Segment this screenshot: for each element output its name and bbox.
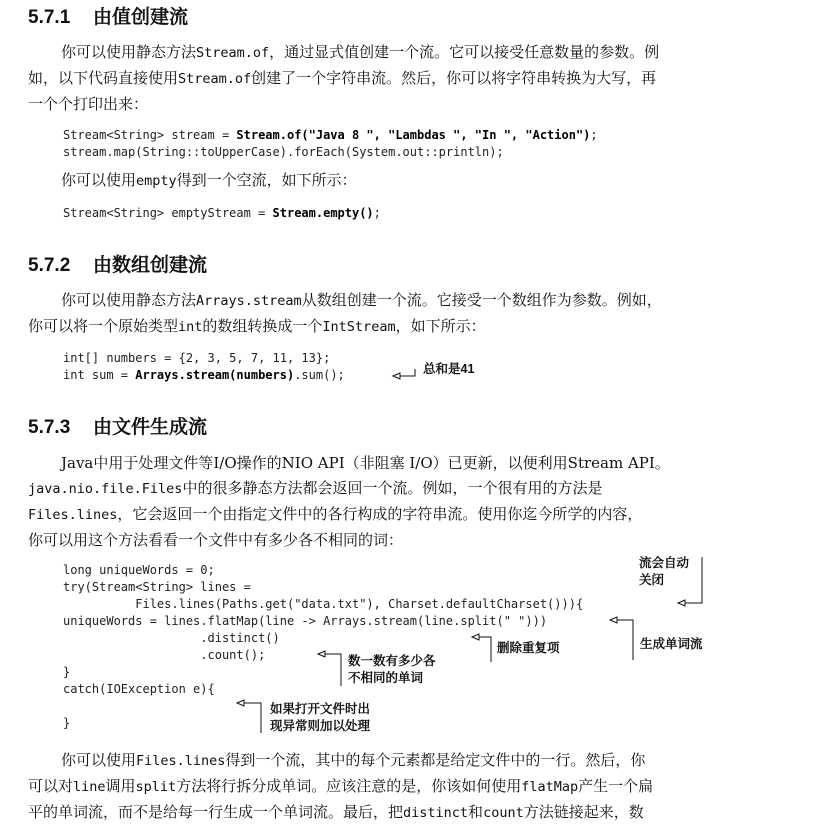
annotation-sum: 总和是41 — [423, 362, 475, 376]
paragraph-files-explanation — [28, 748, 728, 826]
text-run: 一个个打印出来： — [28, 95, 149, 113]
text-line — [28, 748, 728, 774]
code-text: int sum = — [63, 368, 136, 382]
code-line: stream.map(String::toUpperCase).forEach(System.out::println); — [63, 145, 504, 159]
section-title: 由值创建流 — [93, 7, 189, 28]
code-line: int[] numbers = {2, 3, 5, 7, 11, 13}; — [63, 351, 331, 365]
section-title: 由数组创建流 — [93, 255, 208, 276]
code-line: try(Stream<String> lines = — [63, 580, 251, 594]
text-run: 中的很多静态方法都会返回一个流。例如，一个很有用的方法是 — [182, 479, 603, 497]
code-line: .distinct() — [63, 631, 280, 645]
callout-arrow-count — [318, 651, 341, 686]
callout-arrow-generate-words — [610, 617, 633, 660]
code-line: } — [63, 665, 71, 679]
code-line: long uniqueWords = 0; — [63, 563, 215, 577]
code-text: ; — [590, 128, 598, 142]
text-run: 调用 — [105, 777, 136, 795]
code-bold: Stream.empty() — [272, 206, 374, 220]
text-run: 从数组创建一个流。它接受一个数组作为参数。例如， — [301, 291, 662, 309]
text-run: 和 — [468, 803, 484, 821]
inline-code: java.nio.file.Files — [28, 481, 183, 497]
text-run: 你可以用这个方法看看一个文件中有多少各不相同的词： — [28, 531, 404, 549]
annotation-line: 流会自动 — [639, 556, 690, 570]
section-title: 由文件生成流 — [93, 417, 208, 438]
text-run: 你可以使用静态方法 — [61, 43, 197, 61]
text-run: 的数组转换成一个 — [202, 317, 323, 335]
inline-code: flatMap — [521, 779, 579, 795]
callout-arrow-exception — [237, 700, 261, 733]
callout-arrow-sum — [393, 369, 415, 379]
callout-arrow-remove-duplicates — [472, 634, 491, 662]
code-text: ; — [373, 206, 381, 220]
text-line — [28, 800, 728, 826]
text-run: 你可以使用静态方法 — [61, 291, 197, 309]
text-run: 你可以使用 — [61, 751, 137, 769]
text-run: ，它会返回一个由指定文件中的各行构成的字符串流。使用你迄今所学的内容， — [117, 505, 643, 523]
code-text: Stream<String> stream = — [63, 128, 237, 142]
text-run: ，通过显式值创建一个流。它可以接受任意数量的参数。例 — [269, 43, 660, 61]
annotation-line: 如果打开文件时出 — [270, 702, 371, 716]
section-number: 5.7.3 — [28, 417, 71, 438]
text-line — [28, 774, 728, 800]
text-run: 方法链接起来，数 — [523, 803, 644, 821]
text-run: 你可以使用 — [61, 171, 137, 189]
text-run: 如，以下代码直接使用 — [28, 69, 179, 87]
inline-code: count — [483, 805, 524, 821]
annotation-line: 现异常则加以处理 — [270, 719, 371, 733]
inline-code: line — [73, 779, 106, 795]
section-number: 5.7.1 — [28, 7, 71, 28]
text-run: 产生一个扁 — [578, 777, 654, 795]
inline-code: empty — [136, 173, 177, 189]
annotation-remove-duplicates: 删除重复项 — [497, 641, 560, 655]
code-text: Stream<String> emptyStream = — [63, 206, 273, 220]
annotation-line: 关闭 — [639, 573, 665, 587]
annotation-line: 数一数有多少各 — [348, 654, 436, 668]
inline-code: IntStream — [322, 319, 396, 335]
inline-code: distinct — [403, 805, 469, 821]
code-bold: Arrays.stream(numbers) — [135, 368, 295, 382]
text-run: 得到一个流，其中的每个元素都是给定文件中的一行。然后，你 — [225, 751, 646, 769]
text-run: 方法将行拆分成单词。应该注意的是，你该如何使用 — [176, 777, 522, 795]
code-bold: Stream.of("Java 8 ", "Lambdas ", "In ", "Action") — [236, 128, 591, 142]
inline-code: split — [135, 779, 177, 795]
code-line: Files.lines(Paths.get("data.txt"), Charset.defaultCharset())){ — [63, 597, 584, 611]
code-line: catch(IOException e){ — [63, 682, 215, 696]
text-run: 得到一个空流，如下所示： — [176, 171, 357, 189]
inline-code: Arrays.stream — [196, 293, 302, 309]
code-line: } — [63, 716, 71, 730]
text-run: ，如下所示： — [395, 317, 486, 335]
text-run: 你可以将一个原始类型 — [28, 317, 179, 335]
text-run: 可以对 — [28, 777, 74, 795]
code-text: .sum(); — [294, 368, 345, 382]
inline-code: Stream.of — [178, 71, 252, 87]
code-line: .count(); — [63, 648, 266, 662]
code-line: uniqueWords = lines.flatMap(line -> Arrays.stream(line.split(" "))) — [63, 614, 548, 628]
annotation-line: 不相同的单词 — [348, 671, 424, 685]
text-run: 平的单词流，而不是给每一行生成一个单词流。最后，把 — [28, 803, 404, 821]
text-run: 创建了一个字符串流。然后，你可以将字符串转换为大写，再 — [251, 69, 657, 87]
inline-code: int — [178, 319, 203, 335]
inline-code: Files.lines — [136, 753, 226, 769]
callout-arrow-auto-close — [678, 557, 702, 606]
annotation-generate-words: 生成单词流 — [640, 637, 703, 651]
inline-code: Files.lines — [28, 507, 118, 523]
inline-code: Stream.of — [196, 45, 270, 61]
section-number: 5.7.2 — [28, 255, 71, 276]
text-run: Java中用于处理文件等I/O操作的NIO API（非阻塞 I/O）已更新，以便利用Stream API。 — [61, 454, 670, 472]
